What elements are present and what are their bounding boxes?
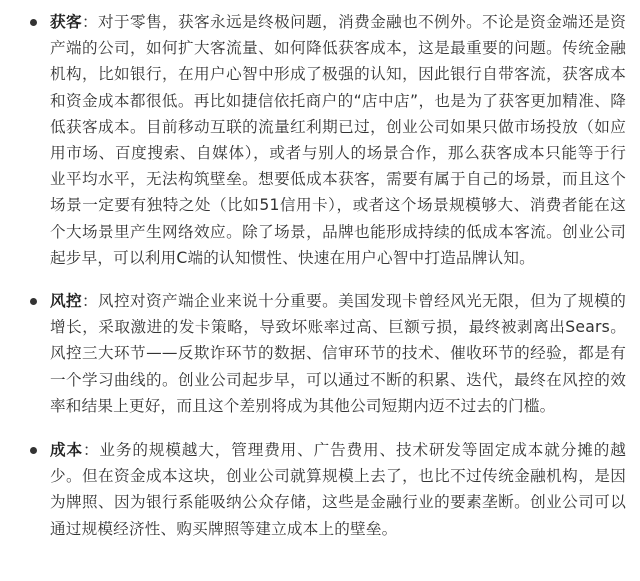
term-customer-acquisition: 获客 <box>50 13 83 31</box>
list-item-risk-control <box>0 288 640 419</box>
term-cost: 成本 <box>50 441 83 460</box>
paragraph-cost: ：业务的规模越大，管理费用、广告费用、技术研发等固定成本就分摊的越少。但在资金成本这块，创业公司就算规模上去了，也比不过传统金融机构，是因为牌照、因为银行系能吸纳公众存储，这些是金融行业的要素垄断。创业公司可以通过规模经济性、购买牌照等建立成本上的壁垒。 <box>50 441 626 538</box>
paragraph-customer-acquisition: ：对于零售，获客永远是终极问题，消费金融也不例外。不论是资金端还是资产端的公司，如何扩大客流量、如何降低获客成本，这是最重要的问题。传统金融机构，比如银行，在用户心智中形成了极强的认知，因此银行自带客流，获客成本和资金成本都很低。再比如捷信依托商户的“店中店”，也是为了获客更加精准、降低获客成本。目前移动互联的流量红利期已过，创业公司如果只做市场投放（如应用市场、百度搜索、自媒体），或者与别人的场景合作，那么获客成本只能等于行业平均水平，无法构筑壁垒。想要低成本获客，需要有属于自己的场景，而且这个场景一定要有独特之处（比如51信用卡），或者这个场景规模够大、消费者能在这个大场景里产生网络效应。除了场景，品牌也能形成持续的低成本客流。创业公司起步早，可以利用C端的认知惯性、快速在用户心智中打造品牌认知。 <box>50 13 626 267</box>
bullet-dot-icon <box>30 19 37 26</box>
bullet-dot-icon <box>30 298 37 305</box>
paragraph-risk-control: ：风控对资产端企业来说十分重要。美国发现卡曾经风光无限，但为了规模的增长，采取激进的发卡策略，导致坏账率过高、巨额亏损，最终被剥离出Sears。风控三大环节——反欺诈环节的数据、信审环节的技术、催收环节的经验，都是有一个学习曲线的。创业公司起步早，可以通过不断的积累、迭代，最终在风控的效率和结果上更好，而且这个差别将成为其他公司短期内迈不过去的门槛。 <box>50 292 626 415</box>
bullet-dot-icon <box>30 447 37 454</box>
term-risk-control: 风控 <box>50 292 83 311</box>
list-item-cost <box>0 437 640 542</box>
list-item-customer-acquisition <box>0 0 640 271</box>
